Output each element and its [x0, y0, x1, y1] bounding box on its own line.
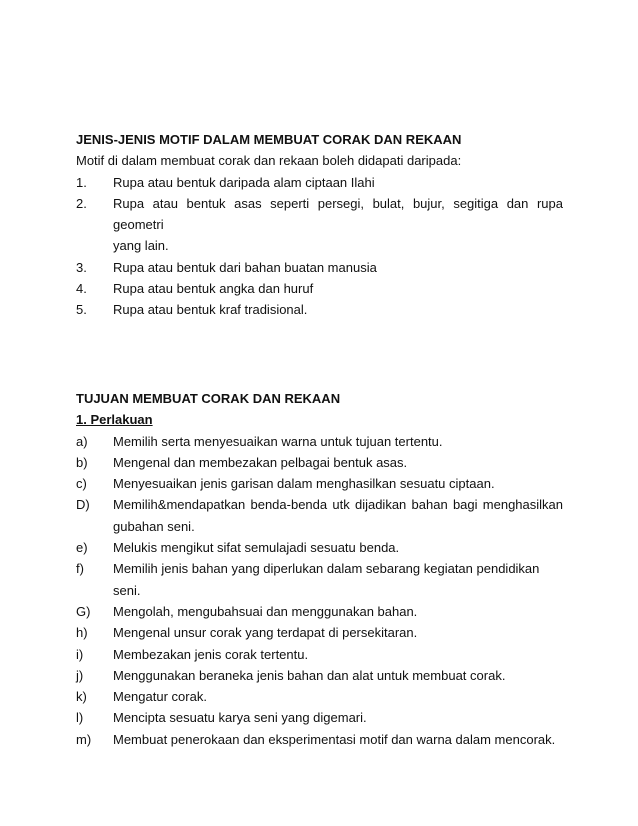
list-text: Mengenal unsur corak yang terdapat di persekitaran.	[113, 625, 418, 641]
list-text: Membezakan jenis corak tertentu.	[113, 646, 309, 662]
list-item	[76, 644, 563, 665]
list-item	[76, 257, 563, 278]
list-marker: m)	[76, 731, 92, 747]
list-text: Mengatur corak.	[113, 689, 207, 705]
section-subtitle: 1. Perlakuan	[76, 412, 153, 428]
list-marker: 4.	[76, 281, 87, 297]
list-marker: h)	[76, 625, 88, 641]
list-item	[76, 537, 563, 558]
list-marker: G)	[76, 603, 91, 619]
list-marker: b)	[76, 454, 88, 470]
list-item	[76, 601, 563, 622]
section-intro: Motif di dalam membuat corak dan rekaan boleh didapati daripada:	[76, 153, 462, 169]
list-item	[76, 299, 563, 320]
list-item	[76, 558, 563, 601]
list-marker: 2.	[76, 195, 87, 211]
list-text: Memilih&mendapatkan benda-benda utk dijadikan bahan bagi menghasilkan	[113, 497, 563, 513]
list-marker: e)	[76, 540, 88, 556]
list-item	[76, 278, 563, 299]
list-marker: i)	[76, 646, 84, 662]
list-marker: 3.	[76, 259, 87, 275]
list-text: Membuat penerokaan dan eksperimentasi motif dan warna dalam mencorak.	[113, 731, 556, 747]
list-marker: 5.	[76, 302, 87, 318]
list-text: Mengenal dan membezakan pelbagai bentuk asas.	[113, 454, 408, 470]
list-item	[76, 193, 563, 236]
list-text-continuation: gubahan seni.	[113, 518, 195, 534]
list-marker: j)	[76, 667, 84, 683]
list-marker: l)	[76, 710, 84, 726]
list-marker: a)	[76, 433, 88, 449]
list-item	[76, 665, 563, 686]
list-text: Mengolah, mengubahsuai dan menggunakan bahan.	[113, 603, 418, 619]
list-marker: c)	[76, 476, 87, 492]
list-text-continuation: yang lain.	[113, 238, 169, 254]
list-item	[76, 686, 563, 707]
list-text: Rupa atau bentuk daripada alam ciptaan Ilahi	[113, 174, 375, 190]
list-item	[76, 473, 563, 494]
list-item	[76, 452, 563, 473]
list-marker: f)	[76, 561, 84, 577]
list-text: Rupa atau bentuk dari bahan buatan manusia	[113, 259, 377, 275]
list-marker: D)	[76, 497, 90, 513]
section-title: JENIS-JENIS MOTIF DALAM MEMBUAT CORAK DAN REKAAN	[76, 132, 462, 147]
list-item	[76, 707, 563, 728]
list-text: Memilih serta menyesuaikan warna untuk tujuan tertentu.	[113, 433, 443, 449]
list-item	[76, 172, 563, 193]
list-text: Mencipta sesuatu karya seni yang digemari.	[113, 710, 367, 726]
list-text: Rupa atau bentuk angka dan huruf	[113, 281, 314, 297]
list-item	[76, 431, 563, 452]
list-text: Rupa atau bentuk kraf tradisional.	[113, 302, 308, 318]
list-text: Rupa atau bentuk asas seperti persegi, bulat, bujur, segitiga dan rupa geometri	[113, 195, 563, 233]
list-item	[76, 729, 563, 750]
list-text: Memilih jenis bahan yang diperlukan dalam sebarang kegiatan pendidikan seni.	[113, 561, 540, 598]
list-marker: k)	[76, 689, 87, 705]
list-text: Melukis mengikut sifat semulajadi sesuatu benda.	[113, 540, 400, 556]
list-marker: 1.	[76, 174, 87, 190]
list-text: Menyesuaikan jenis garisan dalam menghasilkan sesuatu ciptaan.	[113, 476, 495, 492]
section-motif-types	[76, 129, 563, 321]
list-item	[76, 622, 563, 643]
list-item	[76, 494, 563, 515]
section-title: TUJUAN MEMBUAT CORAK DAN REKAAN	[76, 391, 341, 406]
section-purpose	[76, 388, 563, 750]
list-text: Menggunakan beraneka jenis bahan dan alat untuk membuat corak.	[113, 667, 506, 683]
